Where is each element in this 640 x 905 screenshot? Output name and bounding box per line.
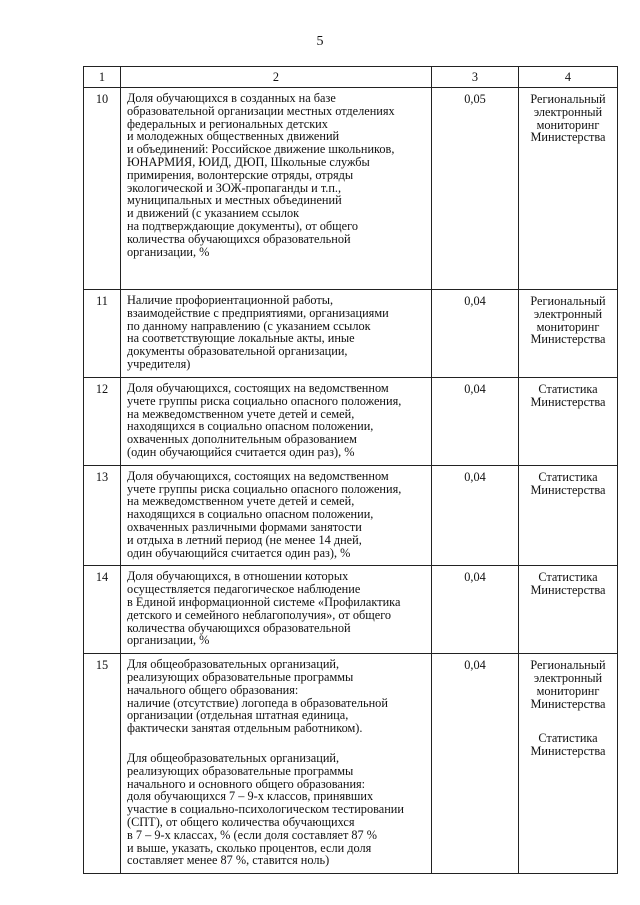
header-col-3: 3: [432, 67, 519, 88]
indicator-text: Для общеобразовательных организаций, реализующих образовательные программы начального общего образования: наличие (отсутствие) логопеда в образовательной организации (отдельная штатная единица, фактически занятая отдельным работником).: [127, 657, 388, 736]
row-number: 10: [95, 92, 109, 106]
table-row: [84, 465, 618, 566]
header-col-2: 2: [121, 67, 432, 88]
table-header-row: [84, 67, 618, 88]
indicator-source-secondary: Статистика Министерства: [530, 731, 606, 759]
indicator-text-secondary: Для общеобразовательных организаций, реализующих образовательные программы начального и основного общего образования: доля обучающихся 7 – 9-х классов, принявших участие в социально-психологическом тестировании (СПТ), от общего количества обучающихся в 7 – 9-х классах, % (если доля составляет 87 % и выше, указать, сколько процентов, если доля составляет менее 87 %, ставится ноль): [127, 750, 404, 868]
indicator-source: Региональный электронный мониторинг Министерства: [530, 92, 606, 145]
indicator-source: Статистика Министерства: [530, 382, 606, 409]
row-number: 11: [96, 294, 108, 308]
row-number: 14: [95, 570, 109, 585]
table-row: [84, 290, 618, 378]
indicator-value: 0,04: [464, 570, 486, 585]
indicator-text: Доля обучающихся, состоящих на ведомственном учете группы риска социально опасного положения, на межведомственном учете детей и семей, находящихся в социально опасном положении, охваченных дополнительным образованием (один обучающийся считается один раз), %: [127, 381, 402, 459]
indicator-source: Статистика Министерства: [530, 469, 606, 497]
indicator-value: 0,04: [464, 382, 486, 396]
indicator-source: Региональный электронный мониторинг Министерства: [530, 294, 606, 347]
indicators-table: [83, 66, 618, 874]
indicator-text: Доля обучающихся в созданных на базе образовательной организации местных отделениях федеральных и региональных детских и молодежных общественных движений и объединений: Российское движение школьников, ЮНАРМИЯ, ЮИД, ДЮП, Школьные службы примирения, волонтерские отряды, отряды экологической и ЗОЖ-пропаганды и т.п., муниципальных и местных объединений и движений (с указанием ссылок на подтверждающие документы), от общего количества обучающихся образовательной организации, %: [127, 91, 395, 259]
row-number: 15: [95, 658, 109, 673]
table-row: [84, 654, 618, 874]
page-number: 5: [316, 34, 324, 49]
indicator-value: 0,05: [464, 92, 486, 106]
indicator-text: Доля обучающихся, в отношении которых осуществляется педагогическое наблюдение в Единой информационной системе «Профилактика детского и семейного неблагополучия», от общего количества обучающихся образовательной организации, %: [127, 569, 401, 648]
table-row: [84, 378, 618, 466]
row-number: 12: [95, 382, 109, 396]
indicator-value: 0,04: [464, 294, 486, 308]
table-row: [84, 88, 618, 290]
indicator-source: Региональный электронный мониторинг Министерства: [530, 658, 606, 711]
indicator-source: Статистика Министерства: [530, 570, 606, 598]
indicator-text: Доля обучающихся, состоящих на ведомственном учете группы риска социально опасного положения, на межведомственном учете детей и семей, находящихся в социально опасном положении, охваченных различными формами занятости и отдыха в летний период (не менее 14 дней, один обучающийся считается один раз), %: [127, 468, 402, 560]
table-row: [84, 566, 618, 654]
row-number: 13: [95, 469, 109, 484]
indicator-value: 0,04: [464, 469, 486, 484]
header-col-1: 1: [84, 67, 121, 88]
header-col-4: 4: [519, 67, 618, 88]
indicator-text: Наличие профориентационной работы, взаимодействие с предприятиями, организациями по данному направлению (с указанием ссылок на соответствующие локальные акты, иные документы образовательной организации, учредителя): [127, 293, 389, 371]
indicator-value: 0,04: [464, 658, 486, 673]
